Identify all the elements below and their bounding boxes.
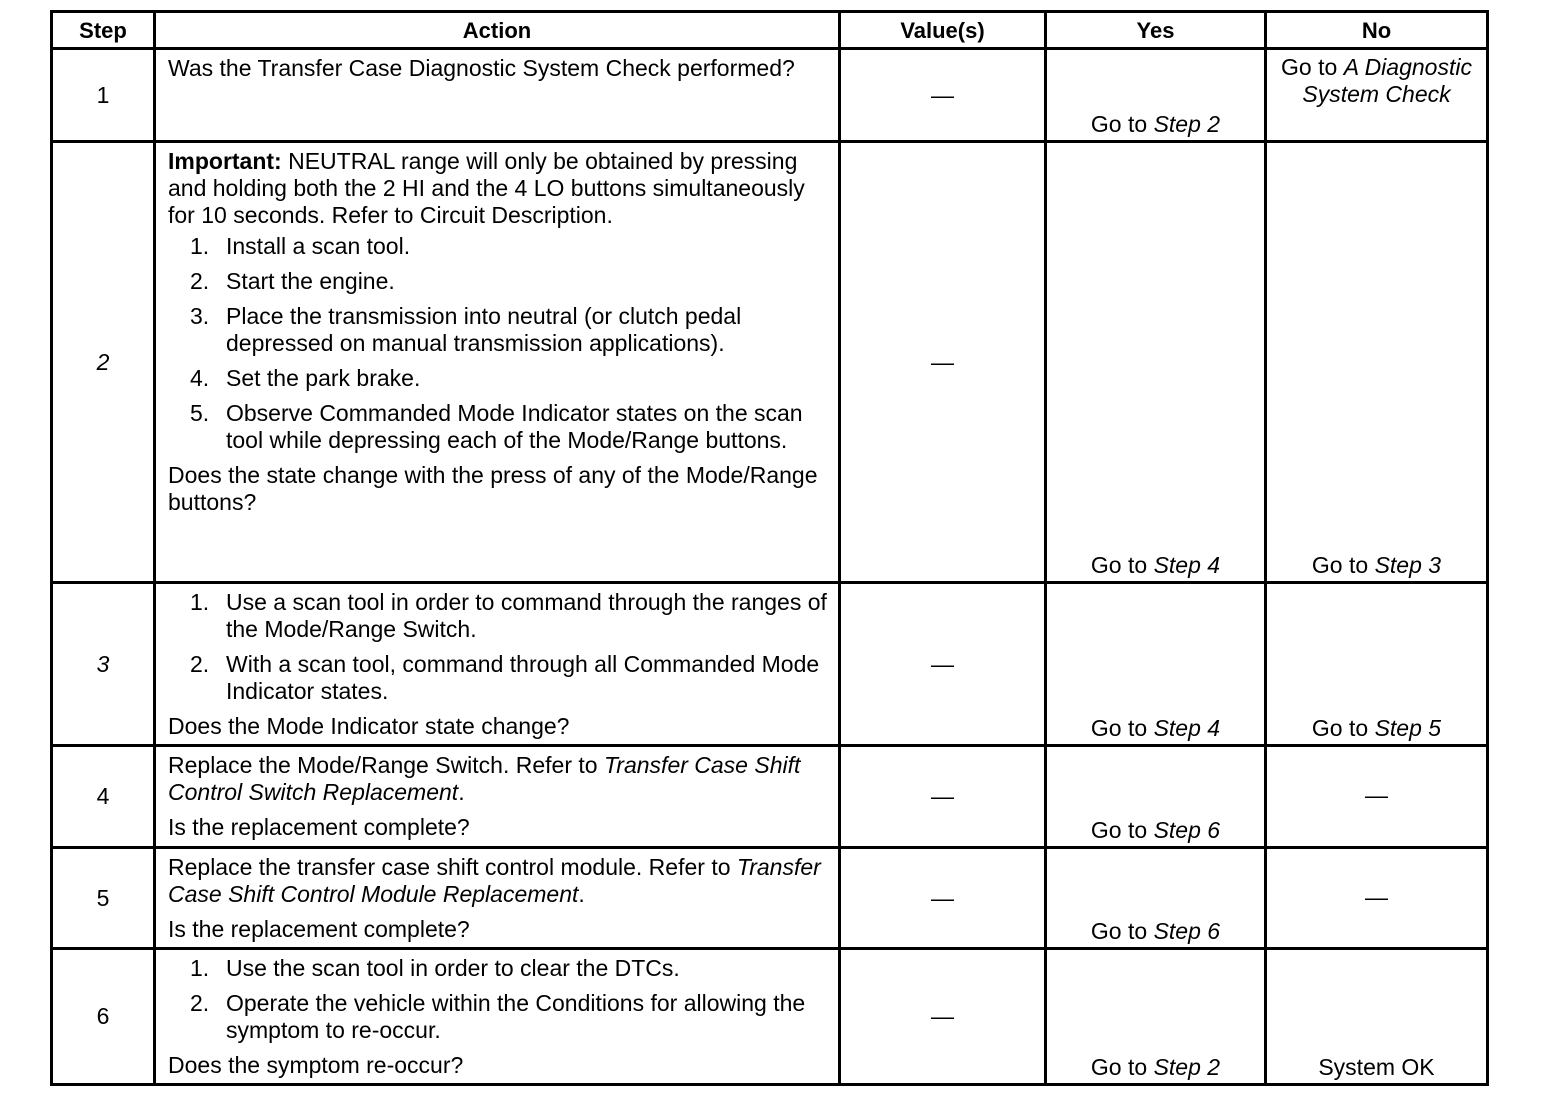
list-text: Observe Commanded Mode Indicator states on the scan tool while depressing each of the Mode/Range buttons.: [226, 400, 803, 453]
header-no: No: [1266, 12, 1488, 49]
diagnostic-table: [50, 10, 1489, 1086]
list-number: 2.: [190, 651, 210, 677]
table-row: [52, 949, 1488, 1085]
procedure-list: [168, 955, 828, 1044]
list-number: 4.: [190, 365, 210, 391]
step-number: 6: [52, 949, 155, 1085]
no-cell: [1266, 49, 1488, 142]
yes-prefix: Go to: [1090, 715, 1154, 741]
list-item: [168, 955, 828, 982]
no-cell: System OK: [1266, 949, 1488, 1085]
yes-cell: [1046, 848, 1266, 949]
list-text: With a scan tool, command through all Commanded Mode Indicator states.: [226, 651, 820, 704]
action-cell: [155, 746, 840, 848]
yes-step-ref: Step 6: [1153, 918, 1221, 944]
procedure-ref: Transfer Case Shift Control Module Replacement: [168, 854, 821, 907]
yes-cell: [1046, 49, 1266, 142]
no-cell: [1266, 142, 1488, 583]
list-text: Use a scan tool in order to command through the ranges of the Mode/Range Switch.: [226, 589, 827, 642]
action-intro: Replace the Mode/Range Switch. Refer to: [168, 752, 604, 778]
header-values: Value(s): [840, 12, 1046, 49]
value-cell: —: [840, 583, 1046, 746]
no-cell: [1266, 583, 1488, 746]
yes-prefix: Go to: [1090, 111, 1154, 137]
table-row: [52, 746, 1488, 848]
action-end: .: [578, 881, 585, 907]
yes-step-ref: Step 4: [1153, 715, 1221, 741]
yes-prefix: Go to: [1090, 552, 1154, 578]
list-text: Place the transmission into neutral (or clutch pedal depressed on manual transmission applications).: [226, 303, 742, 356]
no-cell: —: [1266, 746, 1488, 848]
list-text: Use the scan tool in order to clear the DTCs.: [226, 955, 680, 981]
list-item: [168, 400, 828, 454]
list-item: [168, 651, 828, 705]
yes-cell: [1046, 949, 1266, 1085]
yes-prefix: Go to: [1090, 918, 1154, 944]
value-cell: —: [840, 49, 1046, 142]
list-item: [168, 990, 828, 1044]
list-item: [168, 365, 828, 392]
value-cell: —: [840, 949, 1046, 1085]
action-intro: Replace the transfer case shift control module. Refer to: [168, 854, 737, 880]
step-number: 2: [52, 142, 155, 583]
list-item: [168, 233, 828, 260]
list-number: 5.: [190, 400, 210, 426]
list-number: 3.: [190, 303, 210, 329]
action-text: [168, 752, 828, 806]
list-text: Install a scan tool.: [226, 233, 411, 259]
yes-cell: [1046, 746, 1266, 848]
action-cell: [155, 949, 840, 1085]
yes-prefix: Go to: [1090, 1054, 1154, 1080]
table-row: [52, 583, 1488, 746]
yes-step-ref: Step 2: [1153, 1054, 1221, 1080]
no-step-ref: A Diagnostic System Check: [1302, 54, 1472, 107]
action-cell: [155, 142, 840, 583]
list-number: 2.: [190, 990, 210, 1016]
list-number: 1.: [190, 955, 210, 981]
list-number: 1.: [190, 233, 210, 259]
question-text: Is the replacement complete?: [168, 814, 470, 840]
no-cell: —: [1266, 848, 1488, 949]
value-cell: —: [840, 848, 1046, 949]
yes-step-ref: Step 2: [1153, 111, 1221, 137]
step-number: 1: [52, 49, 155, 142]
table-row: [52, 142, 1488, 583]
question-text: Does the symptom re-occur?: [168, 1052, 464, 1078]
list-item: [168, 589, 828, 643]
action-cell: [155, 49, 840, 142]
no-step-ref: Step 5: [1374, 715, 1442, 741]
yes-prefix: Go to: [1090, 817, 1154, 843]
no-prefix: Go to: [1311, 715, 1375, 741]
yes-step-ref: Step 4: [1153, 552, 1221, 578]
list-item: [168, 303, 828, 357]
yes-cell: [1046, 583, 1266, 746]
header-action: Action: [155, 12, 840, 49]
list-number: 2.: [190, 268, 210, 294]
no-step-ref: Step 3: [1374, 552, 1442, 578]
action-text: Was the Transfer Case Diagnostic System Check performed?: [168, 55, 795, 81]
question-text: Does the Mode Indicator state change?: [168, 713, 570, 739]
important-note: [168, 148, 828, 229]
list-number: 1.: [190, 589, 210, 615]
list-text: Operate the vehicle within the Conditions for allowing the symptom to re-occur.: [226, 990, 806, 1043]
table-row: [52, 49, 1488, 142]
list-text: Set the park brake.: [226, 365, 421, 391]
yes-step-ref: Step 6: [1153, 817, 1221, 843]
action-cell: [155, 583, 840, 746]
action-end: .: [458, 779, 465, 805]
header-yes: Yes: [1046, 12, 1266, 49]
header-step: Step: [52, 12, 155, 49]
step-number: 4: [52, 746, 155, 848]
procedure-list: [168, 589, 828, 705]
procedure-list: [168, 233, 828, 454]
value-cell: —: [840, 142, 1046, 583]
question-text: Is the replacement complete?: [168, 916, 470, 942]
important-text: NEUTRAL range will only be obtained by pressing and holding both the 2 HI and the 4 LO buttons simultaneously for 10 seconds. Refer to Circuit Description.: [168, 148, 805, 228]
list-text: Start the engine.: [226, 268, 395, 294]
action-cell: [155, 848, 840, 949]
table-row: [52, 848, 1488, 949]
question-text: Does the state change with the press of any of the Mode/Range buttons?: [168, 462, 818, 515]
diagnostic-table-sheet: [50, 10, 1486, 1086]
procedure-ref: Transfer Case Shift Control Switch Replacement: [168, 752, 801, 805]
no-prefix: Go to: [1281, 54, 1344, 80]
list-item: [168, 268, 828, 295]
yes-cell: [1046, 142, 1266, 583]
step-number: 3: [52, 583, 155, 746]
important-label: Important:: [168, 148, 282, 174]
action-text: [168, 854, 828, 908]
table-header-row: [52, 12, 1488, 49]
no-prefix: Go to: [1311, 552, 1375, 578]
value-cell: —: [840, 746, 1046, 848]
step-number: 5: [52, 848, 155, 949]
